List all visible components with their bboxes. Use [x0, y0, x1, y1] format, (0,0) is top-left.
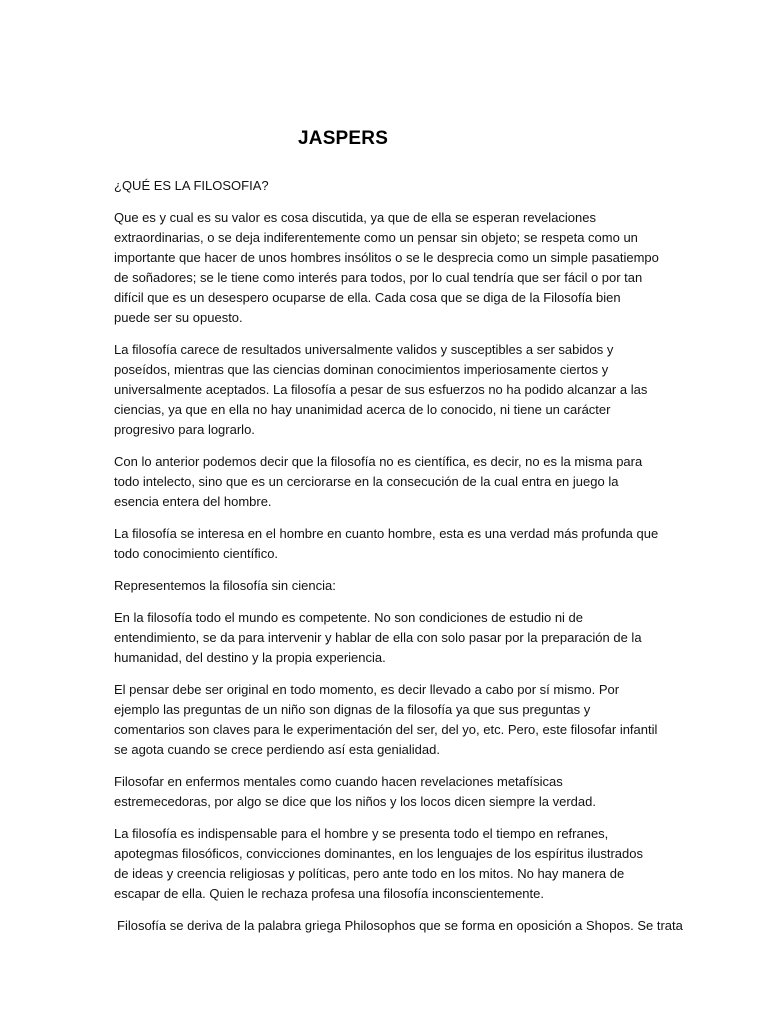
paragraph: En la filosofía todo el mundo es competente. No son condiciones de estudio ni de entendimiento, se da para intervenir y hablar de ella con solo pasar por la preparación de la humanidad, del destino y la propia experiencia.	[114, 610, 642, 665]
paragraph: La filosofía se interesa en el hombre en cuanto hombre, esta es una verdad más profunda que todo conocimiento científico.	[114, 526, 659, 561]
paragraph: La filosofía carece de resultados universalmente validos y susceptibles a ser sabidos y poseídos, mientras que las ciencias dominan conocimientos imperiosamente ciertos y universalmente aceptados. La filosofía a pesar de sus esfuerzos no ha podido alcanzar a las ciencias, ya que en ella no hay unanimidad acerca de lo conocido, ni tiene un carácter progresivo para lograrlo.	[114, 342, 648, 437]
paragraph: El pensar debe ser original en todo momento, es decir llevado a cabo por sí mismo. Por ejemplo las preguntas de un niño son dignas de la filosofía ya que sus preguntas y comentarios son claves para le experimentación del ser, del yo, etc. Pero, este filosofar infantil se agota cuando se crece perdiendo así esta genialidad.	[114, 682, 658, 757]
paragraph: Filosofar en enfermos mentales como cuando hacen revelaciones metafísicas estremecedoras, por algo se dice que los niños y los locos dicen siempre la verdad.	[114, 774, 596, 809]
document-body	[114, 176, 683, 936]
paragraph: La filosofía es indispensable para el hombre y se presenta todo el tiempo en refranes, apotegmas filosóficos, convicciones dominantes, en los lenguajes de los espíritus ilustrados de ideas y creencia religiosas y políticas, pero ante todo en los mitos. No hay manera de escapar de ella. Quien le rechaza profesa una filosofía inconscientemente.	[114, 826, 643, 901]
paragraph: Que es y cual es su valor es cosa discutida, ya que de ella se esperan revelaciones extraordinarias, o se deja indiferentemente como un pensar sin objeto; se respeta como un importante que hacer de unos hombres insólitos o se le desprecia como un simple pasatiempo de soñadores; se le tiene como interés para todos, por lo cual tendría que ser fácil o por tan difícil que es un desespero ocuparse de ella. Cada cosa que se diga de la Filosofía bien puede ser su opuesto.	[114, 210, 659, 325]
section-heading: ¿QUÉ ES LA FILOSOFIA?	[114, 178, 269, 193]
paragraph: Representemos la filosofía sin ciencia:	[114, 578, 336, 593]
paragraph: Filosofía se deriva de la palabra griega Philosophos que se forma en oposición a Shopos. Se trata	[117, 918, 683, 933]
document-title: JASPERS	[298, 128, 389, 149]
paragraph: Con lo anterior podemos decir que la filosofía no es científica, es decir, no es la misma para todo intelecto, sino que es un cerciorarse en la consecución de la cual entra en juego la esencia entera del hombre.	[114, 454, 643, 509]
